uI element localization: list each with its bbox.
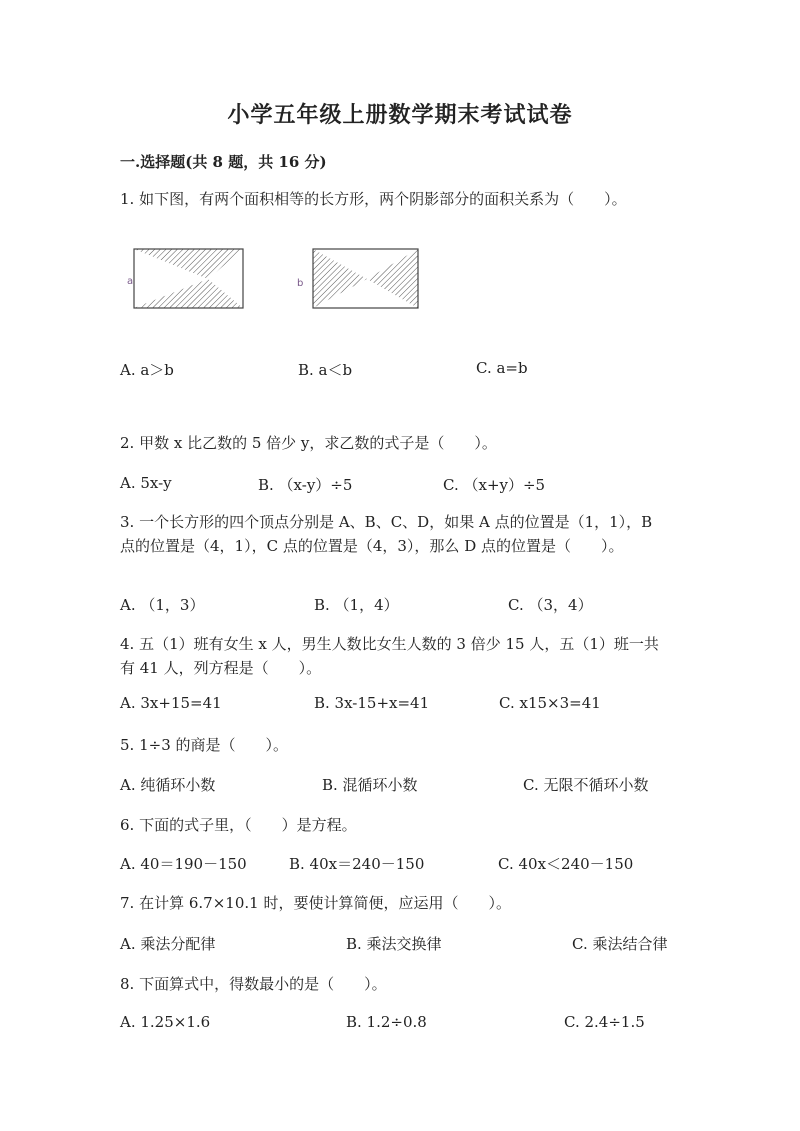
- figure-a-shade-top: [134, 249, 243, 279]
- question-7: 7. 在计算 6.7×10.1 时，要使计算简便，应运用（ ）。: [120, 894, 511, 912]
- q5-option-c: C. 无限不循环小数: [523, 776, 649, 794]
- q3-option-a: A. （1，3）: [120, 596, 205, 614]
- q6-option-c: C. 40x＜240－150: [498, 855, 634, 873]
- figure-b-shade-left: [313, 249, 367, 308]
- q1-option-b: B. a＜b: [298, 361, 353, 379]
- q7-option-a: A. 乘法分配律: [120, 935, 216, 953]
- q6-option-a: A. 40＝190－150: [120, 855, 247, 873]
- figure-a-shade-bottom: [134, 279, 243, 308]
- page-title: 小学五年级上册数学期末考试试卷: [227, 102, 573, 128]
- q7-option-b: B. 乘法交换律: [346, 935, 442, 953]
- question-6: 6. 下面的式子里，（ ）是方程。: [120, 816, 357, 834]
- q2-option-c: C. （x+y）÷5: [443, 476, 546, 494]
- q3-option-c: C. （3，4）: [508, 596, 593, 614]
- q4-option-c: C. x15×3=41: [499, 694, 601, 712]
- section-heading: 一.选择题(共 8 题，共 16 分): [120, 153, 327, 171]
- question-3-line-2: 点的位置是（4，1），C 点的位置是（4，3），那么 D 点的位置是（ ）。: [120, 537, 624, 555]
- question-1: 1. 如下图，有两个面积相等的长方形，两个阴影部分的面积关系为（ ）。: [120, 190, 627, 208]
- question-3-line-1: 3. 一个长方形的四个顶点分别是 A、B、C、D，如果 A 点的位置是（1，1），B: [120, 513, 653, 531]
- figure-a: [133, 248, 245, 310]
- question-8: 8. 下面算式中，得数最小的是（ ）。: [120, 975, 387, 993]
- q1-option-a: A. a＞b: [120, 361, 174, 379]
- q7-option-c: C. 乘法结合律: [572, 935, 668, 953]
- figure-b: [312, 248, 420, 310]
- q3-option-b: B. （1，4）: [314, 596, 399, 614]
- q5-option-a: A. 纯循环小数: [120, 776, 216, 794]
- q2-option-a: A. 5x-y: [120, 474, 172, 492]
- figure-a-label: a: [127, 276, 134, 287]
- q2-option-b: B. （x-y）÷5: [258, 476, 353, 494]
- question-2: 2. 甲数 x 比乙数的 5 倍少 y，求乙数的式子是（ ）。: [120, 434, 497, 452]
- q1-option-c: C. a=b: [476, 359, 528, 377]
- q8-option-c: C. 2.4÷1.5: [564, 1013, 645, 1031]
- figure-b-shade-right: [367, 249, 418, 308]
- q5-option-b: B. 混循环小数: [322, 776, 418, 794]
- q8-option-b: B. 1.2÷0.8: [346, 1013, 427, 1031]
- q4-option-b: B. 3x-15+x=41: [314, 694, 430, 712]
- question-4-line-2: 有 41 人，列方程是（ ）。: [120, 659, 322, 677]
- figure-b-label: b: [297, 278, 304, 289]
- q6-option-b: B. 40x＝240－150: [289, 855, 425, 873]
- q8-option-a: A. 1.25×1.6: [120, 1013, 211, 1031]
- question-5: 5. 1÷3 的商是（ ）。: [120, 736, 289, 754]
- q4-option-a: A. 3x+15=41: [120, 694, 222, 712]
- question-4-line-1: 4. 五（1）班有女生 x 人，男生人数比女生人数的 3 倍少 15 人，五（1）班一共: [120, 635, 659, 653]
